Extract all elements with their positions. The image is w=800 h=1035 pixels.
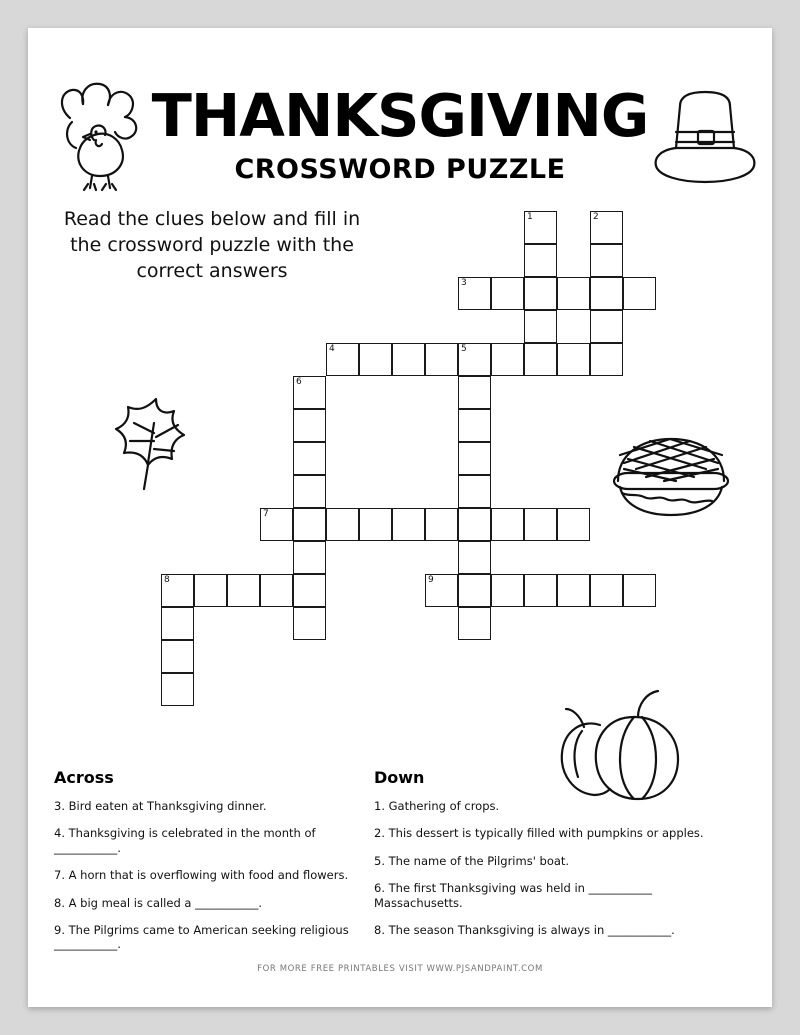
- clue-down-2: 2. This dessert is typically filled with pumpkins or apples.: [374, 826, 704, 841]
- crossword-cell[interactable]: [623, 277, 656, 310]
- crossword-cell[interactable]: [260, 508, 293, 541]
- clue-across-8: 8. A big meal is called a ___________.: [54, 895, 263, 910]
- crossword-cell[interactable]: [458, 442, 491, 475]
- crossword-cell[interactable]: [359, 343, 392, 376]
- clue-across-3: 3. Bird eaten at Thanksgiving dinner.: [54, 799, 267, 813]
- crossword-cell[interactable]: [293, 541, 326, 574]
- crossword-cell[interactable]: [458, 508, 491, 541]
- crossword-cell[interactable]: [524, 508, 557, 541]
- crossword-cell[interactable]: [524, 574, 557, 607]
- crossword-cell[interactable]: [491, 574, 524, 607]
- crossword-cell[interactable]: [326, 343, 359, 376]
- cell-number: 3: [461, 278, 467, 288]
- clue-across-7: 7. A horn that is overflowing with food and flowers.: [54, 868, 349, 883]
- footer-text: FOR MORE FREE PRINTABLES VISIT WWW.PJSANDPAINT.COM: [257, 964, 543, 974]
- crossword-cell[interactable]: [590, 574, 623, 607]
- cell-number: 6: [296, 377, 302, 387]
- crossword-cell[interactable]: [293, 442, 326, 475]
- down-clues: [374, 768, 704, 950]
- page-subtitle: CROSSWORD PUZZLE: [234, 154, 566, 185]
- cell-number: 7: [263, 509, 269, 519]
- page-header: [28, 58, 772, 203]
- crossword-cell[interactable]: [293, 376, 326, 409]
- crossword-cell[interactable]: [458, 475, 491, 508]
- cell-number: 9: [428, 575, 434, 585]
- crossword-cell[interactable]: [623, 574, 656, 607]
- crossword-cell[interactable]: [293, 574, 326, 607]
- crossword-cell[interactable]: [392, 343, 425, 376]
- crossword-cell[interactable]: [161, 607, 194, 640]
- across-heading: Across: [54, 768, 114, 787]
- clue-down-6: 6. The first Thanksgiving was held in ___________ Massachusetts.: [374, 881, 652, 910]
- crossword-cell[interactable]: [524, 211, 557, 244]
- page-title: THANKSGIVING: [151, 81, 649, 150]
- crossword-cell[interactable]: [260, 574, 293, 607]
- pilgrim-hat-icon: [650, 86, 760, 191]
- cell-number: 4: [329, 344, 335, 354]
- crossword-cell[interactable]: [458, 574, 491, 607]
- instructions-text: Read the clues below and fill in the crossword puzzle with the correct answers: [63, 208, 361, 283]
- crossword-cell[interactable]: [359, 508, 392, 541]
- crossword-cell[interactable]: [590, 244, 623, 277]
- crossword-cell[interactable]: [425, 508, 458, 541]
- crossword-cell[interactable]: [458, 607, 491, 640]
- printable-page: [28, 28, 772, 1007]
- crossword-cell[interactable]: [326, 508, 359, 541]
- clues-section: [28, 768, 772, 952]
- crossword-cell[interactable]: [458, 343, 491, 376]
- crossword-cell[interactable]: [491, 508, 524, 541]
- crossword-cell[interactable]: [491, 343, 524, 376]
- crossword-cell[interactable]: [524, 310, 557, 343]
- crossword-cell[interactable]: [524, 244, 557, 277]
- maple-leaf-icon: [98, 393, 213, 498]
- cell-number: 8: [164, 575, 170, 585]
- crossword-cell[interactable]: [590, 277, 623, 310]
- crossword-cell[interactable]: [293, 409, 326, 442]
- crossword-cell[interactable]: [557, 508, 590, 541]
- crossword-cell[interactable]: [590, 310, 623, 343]
- crossword-cell[interactable]: [227, 574, 260, 607]
- across-clues: [54, 768, 384, 965]
- crossword-cell[interactable]: [161, 574, 194, 607]
- clue-down-5: 5. The name of the Pilgrims' boat.: [374, 853, 570, 868]
- crossword-cell[interactable]: [392, 508, 425, 541]
- down-heading: Down: [374, 768, 425, 787]
- pie-icon: [606, 423, 736, 523]
- crossword-cell[interactable]: [458, 541, 491, 574]
- crossword-cell[interactable]: [557, 277, 590, 310]
- cell-number: 1: [527, 212, 533, 222]
- crossword-cell[interactable]: [425, 343, 458, 376]
- crossword-cell[interactable]: [161, 673, 194, 706]
- crossword-cell[interactable]: [458, 376, 491, 409]
- crossword-cell[interactable]: [491, 277, 524, 310]
- crossword-cell[interactable]: [524, 277, 557, 310]
- crossword-cell[interactable]: [590, 211, 623, 244]
- crossword-cell[interactable]: [293, 508, 326, 541]
- crossword-cell[interactable]: [425, 574, 458, 607]
- clue-across-9: 9. The Pilgrims came to American seeking religious ___________.: [54, 922, 349, 952]
- crossword-cell[interactable]: [194, 574, 227, 607]
- clue-across-4: 4. Thanksgiving is celebrated in the month of ___________.: [54, 826, 316, 855]
- clue-down-8: 8. The season Thanksgiving is always in ___________.: [374, 922, 675, 937]
- crossword-cell[interactable]: [458, 277, 491, 310]
- crossword-cell[interactable]: [293, 475, 326, 508]
- crossword-cell[interactable]: [524, 343, 557, 376]
- crossword-cell[interactable]: [293, 607, 326, 640]
- cell-number: 2: [593, 212, 599, 222]
- crossword-cell[interactable]: [590, 343, 623, 376]
- cell-number: 5: [461, 344, 467, 354]
- crossword-cell[interactable]: [557, 574, 590, 607]
- clue-down-1: 1. Gathering of crops.: [374, 799, 500, 813]
- crossword-cell[interactable]: [161, 640, 194, 673]
- crossword-cell[interactable]: [557, 343, 590, 376]
- crossword-cell[interactable]: [458, 409, 491, 442]
